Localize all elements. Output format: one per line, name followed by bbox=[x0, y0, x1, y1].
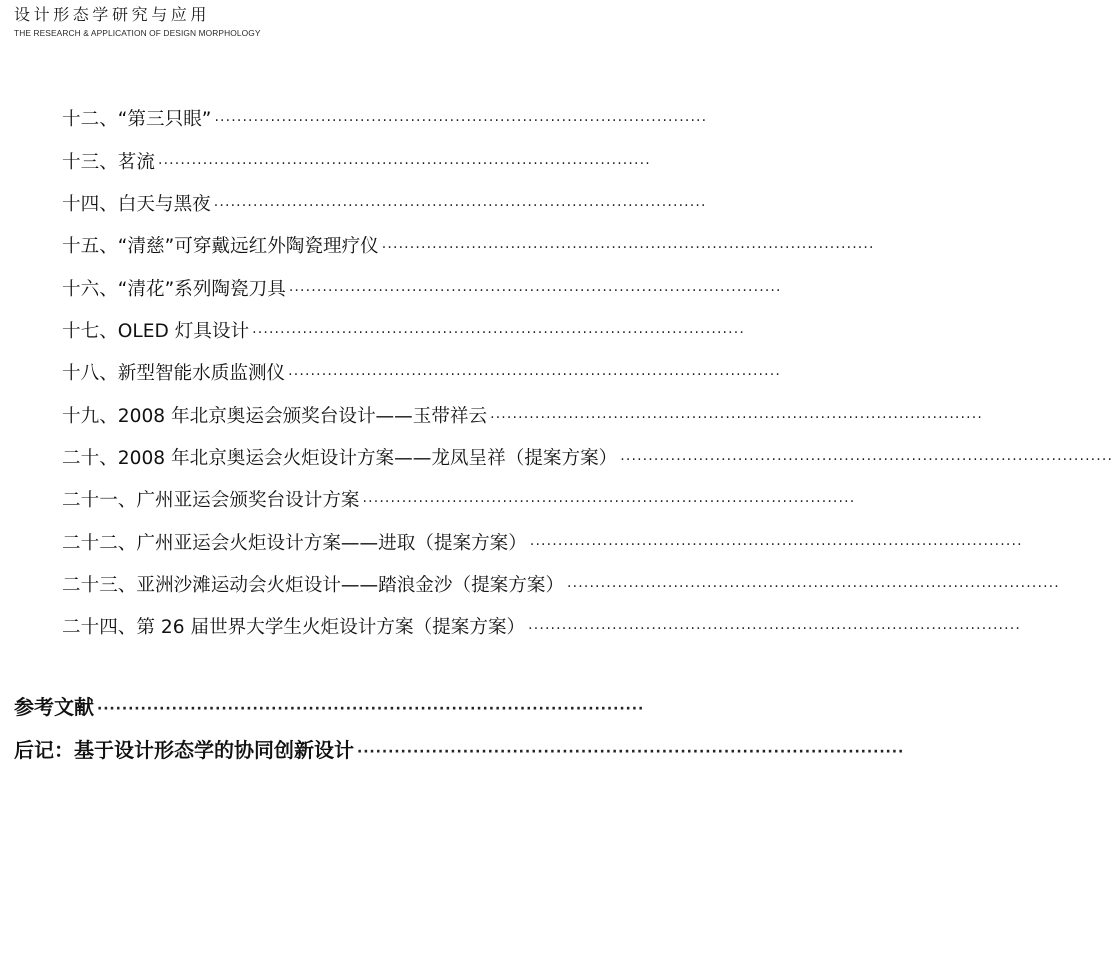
toc-back-matter-list bbox=[14, 678, 905, 764]
book-title: 设计形态学研究与应用 bbox=[14, 5, 211, 24]
toc-entry[interactable] bbox=[62, 176, 730, 218]
toc-leader-dots: ························································································ bbox=[362, 494, 856, 511]
toc-leader-dots: ························································································ bbox=[490, 409, 983, 426]
toc-entry-label: 十四、白天与黑夜 bbox=[62, 194, 211, 216]
toc-entry-label: 十五、“清慈”可穿戴远红外陶瓷理疗仪 bbox=[62, 236, 379, 258]
toc-entry[interactable] bbox=[62, 303, 745, 345]
toc-entry-label: 十三、茗流 bbox=[62, 151, 155, 173]
toc-entry[interactable] bbox=[62, 260, 782, 302]
running-header bbox=[14, 6, 261, 39]
toc-entry-label: 二十三、亚洲沙滩运动会火炬设计——踏浪金沙（提案方案） bbox=[62, 575, 565, 597]
toc-entry[interactable] bbox=[62, 472, 856, 514]
toc-entry-label: 参考文献 bbox=[14, 695, 94, 719]
toc-entry[interactable] bbox=[62, 387, 983, 429]
toc-leader-dots: ························································································ bbox=[97, 701, 645, 717]
toc-entry-label: 二十、2008 年北京奥运会火炬设计方案——龙凤呈祥（提案方案） bbox=[62, 448, 618, 470]
toc-leader-dots: ························································································ bbox=[213, 198, 707, 215]
toc-leader-dots: ························································································ bbox=[357, 744, 905, 760]
toc-entry-label: 十九、2008 年北京奥运会颁奖台设计——玉带祥云 bbox=[62, 405, 488, 427]
toc-entry[interactable] bbox=[62, 514, 1023, 556]
toc-entry-label: 十六、“清花”系列陶瓷刀具 bbox=[62, 278, 286, 300]
toc-chapter-list bbox=[62, 91, 1113, 641]
book-subtitle: THE RESEARCH & APPLICATION OF DESIGN MORPHOLOGY bbox=[14, 28, 261, 38]
toc-leader-dots: ························································································ bbox=[620, 452, 1113, 469]
toc-leader-dots: ························································································ bbox=[288, 367, 781, 384]
toc-entry[interactable] bbox=[62, 599, 1021, 641]
toc-entry-label: 后记：基于设计形态学的协同创新设计 bbox=[14, 738, 354, 762]
toc-leader-dots: ························································································ bbox=[381, 240, 875, 257]
toc-entry-label: 十八、新型智能水质监测仪 bbox=[62, 363, 286, 385]
toc-leader-dots: ························································································ bbox=[567, 579, 1060, 596]
toc-leader-dots: ························································································ bbox=[288, 282, 782, 299]
toc-entry[interactable] bbox=[62, 430, 1113, 472]
toc-leader-dots: ························································································ bbox=[214, 113, 708, 130]
toc-leader-dots: ························································································ bbox=[528, 621, 1021, 638]
toc-entry-afterword[interactable] bbox=[14, 721, 905, 764]
toc-entry-label: 十七、OLED 灯具设计 bbox=[62, 321, 250, 343]
toc-entry-label: 十二、“第三只眼” bbox=[62, 109, 212, 131]
toc-leader-dots: ························································································ bbox=[157, 155, 651, 172]
toc-entry[interactable] bbox=[62, 218, 875, 260]
toc-leader-dots: ························································································ bbox=[529, 536, 1023, 553]
toc-entry[interactable] bbox=[62, 91, 730, 133]
toc-entry-references[interactable] bbox=[14, 678, 730, 721]
toc-leader-dots: ························································································ bbox=[252, 325, 745, 342]
toc-entry[interactable] bbox=[62, 557, 1060, 599]
toc-entry[interactable] bbox=[62, 133, 730, 175]
toc-entry[interactable] bbox=[62, 345, 781, 387]
toc-entry-label: 二十四、第 26 届世界大学生火炬设计方案（提案方案） bbox=[62, 617, 526, 639]
toc-entry-label: 二十二、广州亚运会火炬设计方案——进取（提案方案） bbox=[62, 532, 527, 554]
toc-entry-label: 二十一、广州亚运会颁奖台设计方案 bbox=[62, 490, 360, 512]
